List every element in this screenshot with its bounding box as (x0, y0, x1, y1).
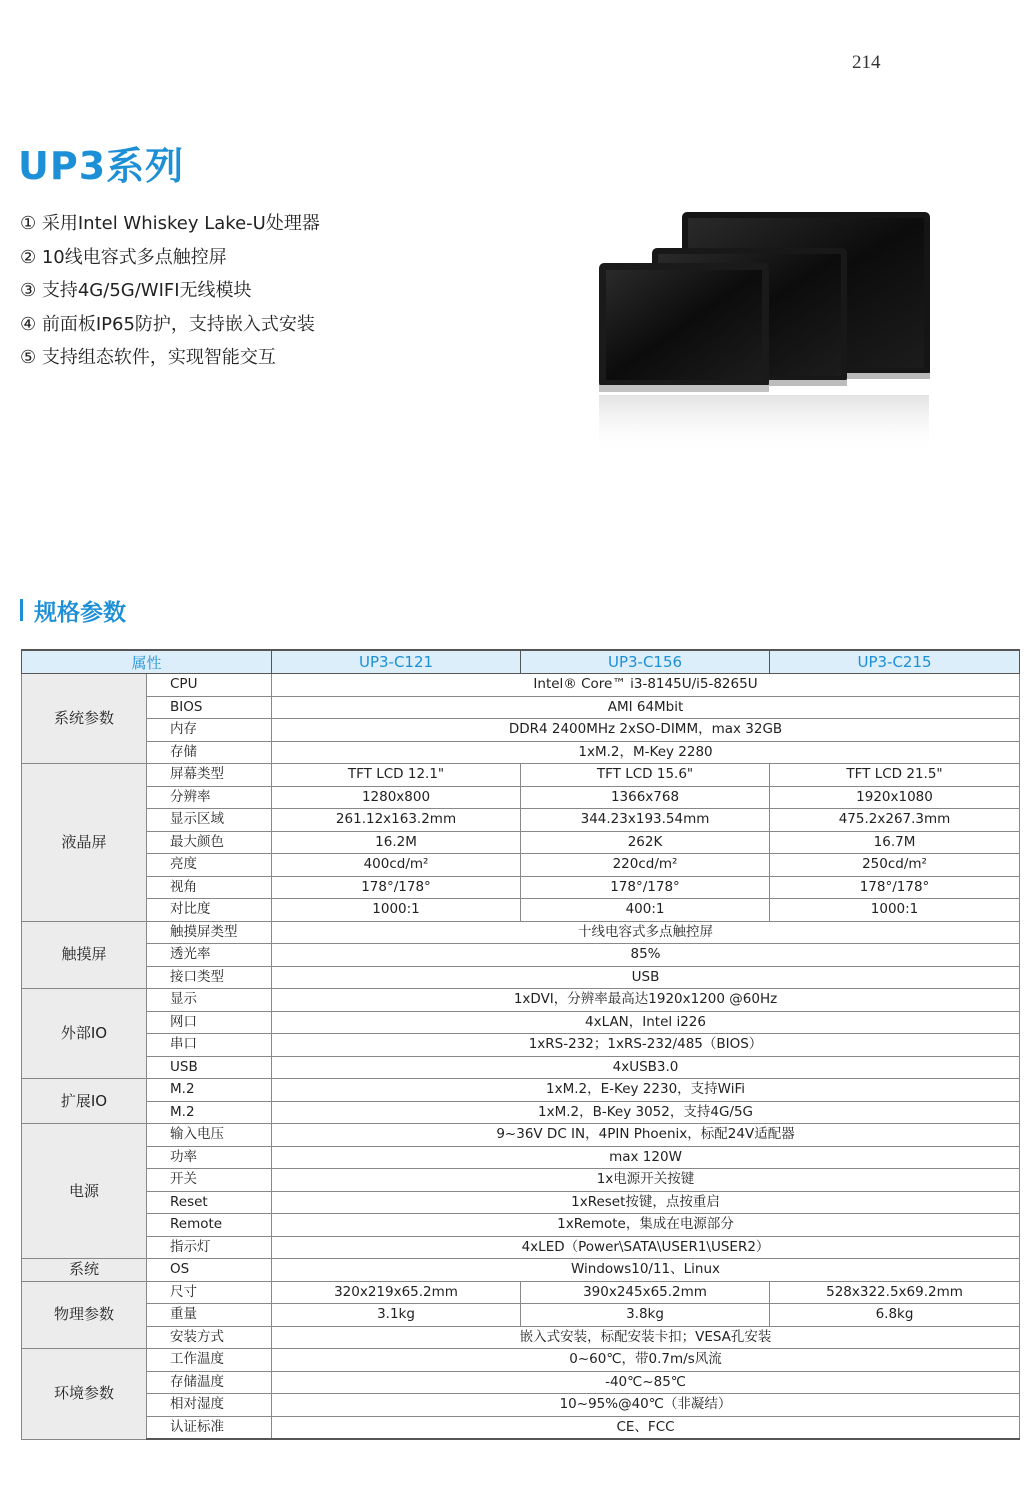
property-label: 内存 (147, 719, 272, 742)
spec-value: 3.1kg (272, 1304, 521, 1327)
table-row (22, 1416, 1020, 1439)
group-label: 电源 (22, 1124, 147, 1259)
spec-value: 1xReset按键，点按重启 (272, 1191, 1020, 1214)
group-label: 系统参数 (22, 674, 147, 764)
spec-value: CE、FCC (272, 1416, 1020, 1439)
spec-value: 1000:1 (770, 899, 1020, 922)
property-label: 功率 (147, 1146, 272, 1169)
table-row (22, 966, 1020, 989)
property-label: 尺寸 (147, 1281, 272, 1304)
table-row (22, 1304, 1020, 1327)
feature-item: ② 10线电容式多点触控屏 (20, 246, 227, 268)
spec-value: USB (272, 966, 1020, 989)
header-model: UP3-C215 (770, 650, 1020, 674)
header-model: UP3-C121 (272, 650, 521, 674)
spec-value: 1xDVI，分辨率最高达1920x1200 @60Hz (272, 989, 1020, 1012)
spec-value: TFT LCD 15.6" (521, 764, 770, 787)
spec-value: 475.2x267.3mm (770, 809, 1020, 832)
header-model: UP3-C156 (521, 650, 770, 674)
property-label: Reset (147, 1191, 272, 1214)
spec-value: 85% (272, 944, 1020, 967)
property-label: M.2 (147, 1101, 272, 1124)
spec-value: 1xM.2，M-Key 2280 (272, 741, 1020, 764)
spec-value: 1366x768 (521, 786, 770, 809)
spec-value: 1920x1080 (770, 786, 1020, 809)
spec-value: 嵌入式安装，标配安装卡扣；VESA孔安装 (272, 1326, 1020, 1349)
property-label: 工作温度 (147, 1349, 272, 1372)
property-label: 指示灯 (147, 1236, 272, 1259)
table-row (22, 1236, 1020, 1259)
spec-value: 9~36V DC IN，4PIN Phoenix，标配24V适配器 (272, 1124, 1020, 1147)
section-title: 规格参数 (34, 599, 126, 626)
property-label: 输入电压 (147, 1124, 272, 1147)
spec-value: 4xUSB3.0 (272, 1056, 1020, 1079)
property-label: 亮度 (147, 854, 272, 877)
table-row (22, 1124, 1020, 1147)
feature-item: ④ 前面板IP65防护，支持嵌入式安装 (20, 313, 315, 335)
feature-list (20, 207, 320, 375)
spec-value: 0~60℃，带0.7m/s风流 (272, 1349, 1020, 1372)
spec-value: 16.2M (272, 831, 521, 854)
table-row (22, 1371, 1020, 1394)
table-row (22, 1169, 1020, 1192)
product-image (592, 205, 942, 480)
property-label: Remote (147, 1214, 272, 1237)
spec-table-body (22, 674, 1020, 1440)
table-row (22, 1146, 1020, 1169)
spec-value: TFT LCD 21.5" (770, 764, 1020, 787)
table-row (22, 854, 1020, 877)
property-label: 安装方式 (147, 1326, 272, 1349)
spec-value: 3.8kg (521, 1304, 770, 1327)
spec-value: -40℃~85℃ (272, 1371, 1020, 1394)
table-row (22, 719, 1020, 742)
spec-value: 400cd/m² (272, 854, 521, 877)
spec-value: 1xRemote，集成在电源部分 (272, 1214, 1020, 1237)
property-label: 接口类型 (147, 966, 272, 989)
spec-value: 320x219x65.2mm (272, 1281, 521, 1304)
property-label: CPU (147, 674, 272, 697)
table-row (22, 674, 1020, 697)
table-row (22, 1011, 1020, 1034)
property-label: 显示区域 (147, 809, 272, 832)
spec-value: 1000:1 (272, 899, 521, 922)
property-label: 相对湿度 (147, 1394, 272, 1417)
page-number: 214 (852, 52, 881, 73)
table-row (22, 809, 1020, 832)
spec-value: Intel® Core™ i3-8145U/i5-8265U (272, 674, 1020, 697)
property-label: 分辨率 (147, 786, 272, 809)
spec-value: 178°/178° (521, 876, 770, 899)
table-row (22, 696, 1020, 719)
table-row (22, 786, 1020, 809)
spec-value: 1xRS-232；1xRS-232/485（BIOS） (272, 1034, 1020, 1057)
table-row (22, 1056, 1020, 1079)
spec-value: 178°/178° (272, 876, 521, 899)
property-label: 重量 (147, 1304, 272, 1327)
spec-value: 220cd/m² (521, 854, 770, 877)
table-row (22, 1349, 1020, 1372)
group-label: 环境参数 (22, 1349, 147, 1440)
feature-item: ⑤ 支持组态软件，实现智能交互 (20, 347, 276, 368)
spec-value: 16.7M (770, 831, 1020, 854)
property-label: 最大颜色 (147, 831, 272, 854)
property-label: OS (147, 1259, 272, 1282)
spec-value: Windows10/11、Linux (272, 1259, 1020, 1282)
spec-value: AMI 64Mbit (272, 696, 1020, 719)
group-label: 触摸屏 (22, 921, 147, 989)
property-label: 触摸屏类型 (147, 921, 272, 944)
table-row (22, 899, 1020, 922)
spec-value: 344.23x193.54mm (521, 809, 770, 832)
spec-value: 262K (521, 831, 770, 854)
spec-value: max 120W (272, 1146, 1020, 1169)
property-label: 开关 (147, 1169, 272, 1192)
spec-value: 250cd/m² (770, 854, 1020, 877)
spec-value: 4xLAN，Intel i226 (272, 1011, 1020, 1034)
feature-item: ① 采用Intel Whiskey Lake-U处理器 (20, 213, 320, 234)
property-label: 存储 (147, 741, 272, 764)
table-row (22, 1079, 1020, 1102)
property-label: 串口 (147, 1034, 272, 1057)
table-header-row (22, 650, 1020, 674)
spec-value: 261.12x163.2mm (272, 809, 521, 832)
table-row (22, 741, 1020, 764)
spec-value: 528x322.5x69.2mm (770, 1281, 1020, 1304)
property-label: 网口 (147, 1011, 272, 1034)
table-row (22, 989, 1020, 1012)
spec-value: 10~95%@40℃（非凝结） (272, 1394, 1020, 1417)
group-label: 扩展IO (22, 1079, 147, 1124)
spec-table (21, 649, 1020, 1440)
spec-value: 1xM.2，B-Key 3052，支持4G/5G (272, 1101, 1020, 1124)
property-label: 对比度 (147, 899, 272, 922)
spec-value: 178°/178° (770, 876, 1020, 899)
property-label: USB (147, 1056, 272, 1079)
table-row (22, 1214, 1020, 1237)
spec-value: 1280x800 (272, 786, 521, 809)
property-label: 屏幕类型 (147, 764, 272, 787)
property-label: 视角 (147, 876, 272, 899)
table-row (22, 831, 1020, 854)
group-label: 物理参数 (22, 1281, 147, 1349)
series-title: UP3系列 (18, 144, 185, 188)
spec-value: 1xM.2，E-Key 2230，支持WiFi (272, 1079, 1020, 1102)
spec-value: 400:1 (521, 899, 770, 922)
property-label: 显示 (147, 989, 272, 1012)
property-label: M.2 (147, 1079, 272, 1102)
property-label: 认证标准 (147, 1416, 272, 1439)
section-accent-bar (20, 599, 23, 621)
table-row (22, 1101, 1020, 1124)
spec-value: 4xLED（Power\SATA\USER1\USER2） (272, 1236, 1020, 1259)
table-row (22, 1034, 1020, 1057)
table-row (22, 944, 1020, 967)
table-row (22, 1281, 1020, 1304)
table-row (22, 1259, 1020, 1282)
table-row (22, 764, 1020, 787)
property-label: 存储温度 (147, 1371, 272, 1394)
panel-small (599, 263, 769, 392)
spec-value: 390x245x65.2mm (521, 1281, 770, 1304)
property-label: BIOS (147, 696, 272, 719)
header-attribute: 属性 (22, 650, 272, 674)
property-label: 透光率 (147, 944, 272, 967)
table-row (22, 921, 1020, 944)
spec-value: 十线电容式多点触控屏 (272, 921, 1020, 944)
table-row (22, 876, 1020, 899)
table-row (22, 1394, 1020, 1417)
group-label: 液晶屏 (22, 764, 147, 922)
table-row (22, 1326, 1020, 1349)
spec-value: TFT LCD 12.1" (272, 764, 521, 787)
spec-value: 1x电源开关按键 (272, 1169, 1020, 1192)
feature-item: ③ 支持4G/5G/WIFI无线模块 (20, 280, 252, 301)
spec-value: 6.8kg (770, 1304, 1020, 1327)
spec-value: DDR4 2400MHz 2xSO-DIMM，max 32GB (272, 719, 1020, 742)
group-label: 系统 (22, 1259, 147, 1282)
table-row (22, 1191, 1020, 1214)
section-header (20, 593, 126, 627)
group-label: 外部IO (22, 989, 147, 1079)
